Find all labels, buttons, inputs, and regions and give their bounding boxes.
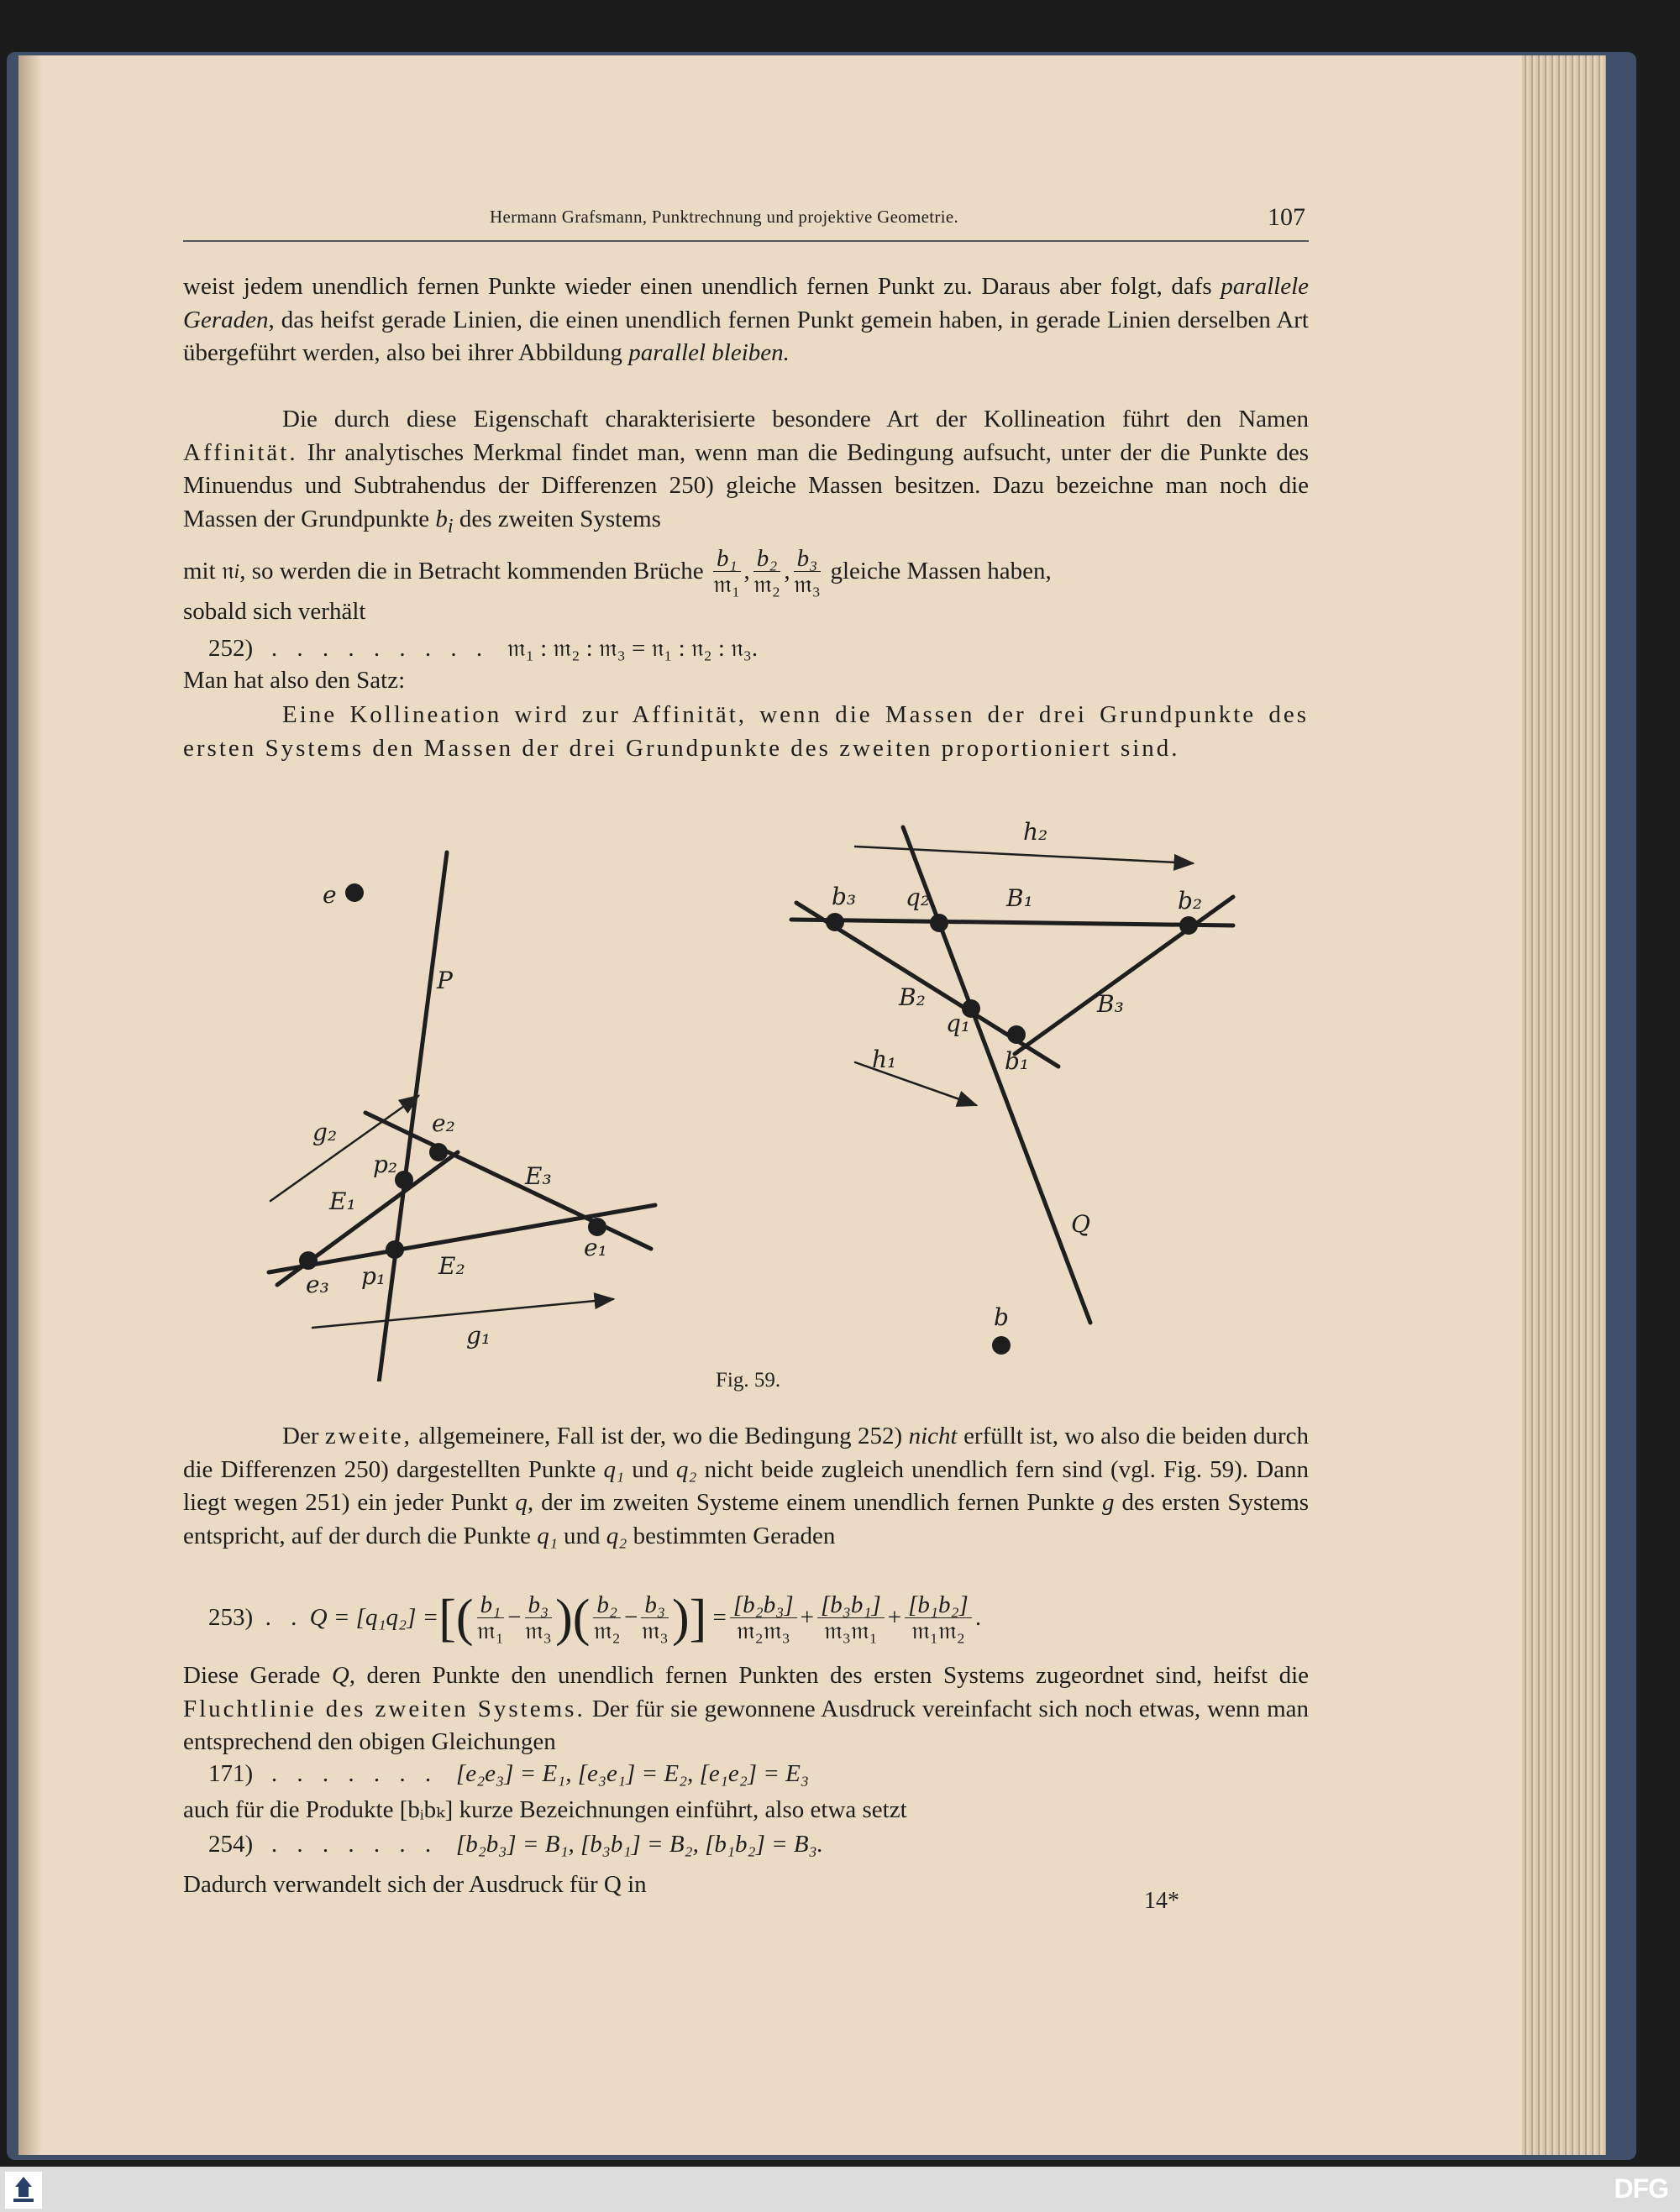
label-p2: p₂: [373, 1151, 398, 1178]
label-h1: h₁: [872, 1046, 897, 1073]
point-e: [345, 883, 364, 902]
page-number: 107: [1268, 203, 1305, 231]
page-gutter: [18, 55, 42, 2155]
label-E1: E₁: [329, 1187, 356, 1215]
dfg-logo: DFG: [1614, 2173, 1668, 2204]
point-p1: [386, 1240, 404, 1259]
label-E2: E₂: [438, 1252, 465, 1280]
left-diagram: [269, 852, 655, 1381]
label-p1: p₁: [361, 1262, 386, 1290]
paragraph-1: weist jedem unendlich fernen Punkte wieder einen unendlich fernen Punkt zu. Daraus aber folgt, dafs parallele Geraden, das heifst gerade Linien, die einen unendlich fernen Punkt gemein haben, in gerade Linien derselben Art übergeführt werden, also bei ihrer Abbildung parallel bleiben.: [183, 273, 1309, 366]
paragraph-4: Man hat also den Satz:: [183, 667, 406, 694]
label-e: e: [323, 881, 337, 909]
right-points: [826, 913, 1198, 1355]
arrow-g1: [312, 1299, 613, 1328]
label-b: b: [994, 1303, 1009, 1331]
label-Q: Q: [1071, 1210, 1090, 1238]
point-e2: [429, 1143, 448, 1161]
label-h2: h₂: [1023, 818, 1048, 846]
viewer-bottom-bar: [0, 2167, 1680, 2212]
library-logo-icon: [5, 2172, 42, 2209]
paragraph-5: Der zweite, allgemeinere, Fall ist der, wo die Bedingung 252) nicht erfüllt ist, wo also die beiden durch die Differenzen 250) dargestellten Punkte q₁ und q₂ nicht beide zugleich unendlich fern sind (vgl. Fig. 59). Dann liegt wegen 251) ein jeder Punkt q, der im zweiten Systeme einem unendlich fernen Punkte g des ersten Systems entspricht, auf der durch die Punkte q₁ und q₂ bestimmten Geraden: [183, 1423, 1310, 1549]
point-b3: [826, 913, 844, 931]
equation-171: 171) . . . . . . . [e₂e₃] = E₁, [e₃e₁] = E₂, [e₁e₂] = E₃: [208, 1760, 809, 1787]
signature-mark: 14*: [1144, 1888, 1179, 1914]
point-b1: [1007, 1025, 1026, 1044]
label-B2: B₂: [899, 983, 926, 1011]
header-title: Hermann Grafsmann, Punktrechnung und projektive Geometrie.: [490, 207, 958, 227]
paragraph-7: auch für die Produkte [bᵢbₖ] kurze Bezeichnungen einführt, also etwa setzt: [183, 1796, 907, 1823]
label-b1: b₁: [1005, 1047, 1030, 1075]
label-B3: B₃: [1097, 990, 1124, 1018]
line-B3: [1015, 897, 1233, 1054]
point-e3: [299, 1251, 318, 1270]
line-B1: [791, 920, 1233, 925]
label-b2: b₂: [1178, 887, 1203, 915]
theorem: Eine Kollineation wird zur Affinität, wenn die Massen der drei Grundpunkte des ersten Systems den Massen der drei Grundpunkte des zweiten proportioniert sind.: [183, 701, 1309, 762]
point-b: [992, 1336, 1011, 1355]
figure-caption: Fig. 59.: [716, 1369, 781, 1392]
equation-252: 252) . . . . . . . . . 𝔪₁ : 𝔪₂ : 𝔪₃ = 𝔫₁ : 𝔫₂ : 𝔫₃.: [208, 635, 759, 662]
label-E3: E₃: [525, 1162, 552, 1190]
paragraph-3-line: mit 𝔫 i , so werden die in Betracht kommenden Brüche $\frac{\text{b₁}}{\text{𝔪₁}}$ , $\frac{\text{b₂}}{\text{𝔪₂}}$ , $\frac{\text{b₃}}{\text{𝔪₃}}$ gleiche Massen haben,: [183, 545, 1052, 598]
arrow-g2: [270, 1096, 418, 1201]
fraction-b2-m2: $\frac{\text{b₂}}{\text{𝔪₂}}$: [753, 545, 781, 598]
point-p2: [395, 1171, 413, 1189]
label-e3: e₃: [306, 1271, 329, 1298]
label-e2: e₂: [432, 1109, 455, 1137]
left-labels: [306, 881, 607, 1350]
label-q2: q₂: [906, 883, 931, 911]
paragraph-6: Diese Gerade Q, deren Punkte den unendlich fernen Punkten des ersten Systems zugeordnet sind, heifst die Fluchtlinie des zweiten Systems. Der für sie gewonnene Ausdruck vereinfacht sich noch etwas, wenn man entsprechend den obigen Gleichungen: [183, 1662, 1310, 1755]
label-g2: g₂: [312, 1119, 338, 1146]
point-b2: [1179, 916, 1198, 935]
arrow-h2: [855, 847, 1193, 863]
label-q1: q₁: [946, 1009, 971, 1037]
line-Q: [903, 827, 1090, 1323]
equation-253: 253) . . Q = [q₁q₂] = [ ( $\frac{\text{b₁}}{\text{𝔪₁}}$ − $\frac{\text{b₃}}{\text{𝔪₃}}$ ) ( $\frac{\text{b₂}}{\text{𝔪₂}}$ − $\frac{\text{b₃}}{\text{𝔪₃}}$ ) ] = $\frac{\text{[b₂b₃]}}{\text{𝔪₂𝔪₃}}$ + $\frac{\text{[b₃b₁]}}{\text{𝔪₃𝔪₁}}$ + $\frac{\text{[b₁b₂]}}{\text{𝔪₁𝔪₂}}$ .: [208, 1589, 982, 1647]
point-q2: [930, 914, 948, 932]
paragraph-2: Die durch diese Eigenschaft charakterisierte besondere Art der Kollineation führt den Namen Affinität. Ihr analytisches Merkmal findet man, wenn man die Bedingung aufsucht, unter der die Punkte des Minuendus und Subtrahendus der Differenzen 250) gleiche Massen besitzen. Dazu bezeichne man noch die Massen der Grundpunkte $b_i$ des zweiten Systems: [183, 406, 1309, 537]
page-edges: [1522, 55, 1606, 2155]
label-P: P: [437, 967, 453, 994]
paragraph-3-end: sobald sich verhält: [183, 598, 366, 625]
fraction-b3-m3: $\frac{\text{b₃}}{\text{𝔪₃}}$: [793, 545, 821, 598]
label-b3: b₃: [832, 883, 857, 910]
paragraph-8: Dadurch verwandelt sich der Ausdruck für Q in: [183, 1871, 647, 1898]
label-g1: g₁: [466, 1322, 491, 1350]
fraction-b1-m1: $\frac{\text{b₁}}{\text{𝔪₁}}$: [713, 545, 741, 598]
equation-254: 254) . . . . . . . [b₂b₃] = B₁, [b₃b₁] = B₂, [b₁b₂] = B₃.: [208, 1831, 823, 1858]
label-B1: B₁: [1006, 884, 1033, 912]
running-header: [183, 203, 1309, 242]
label-e1: e₁: [584, 1234, 607, 1261]
figure-59: [252, 810, 1260, 1381]
